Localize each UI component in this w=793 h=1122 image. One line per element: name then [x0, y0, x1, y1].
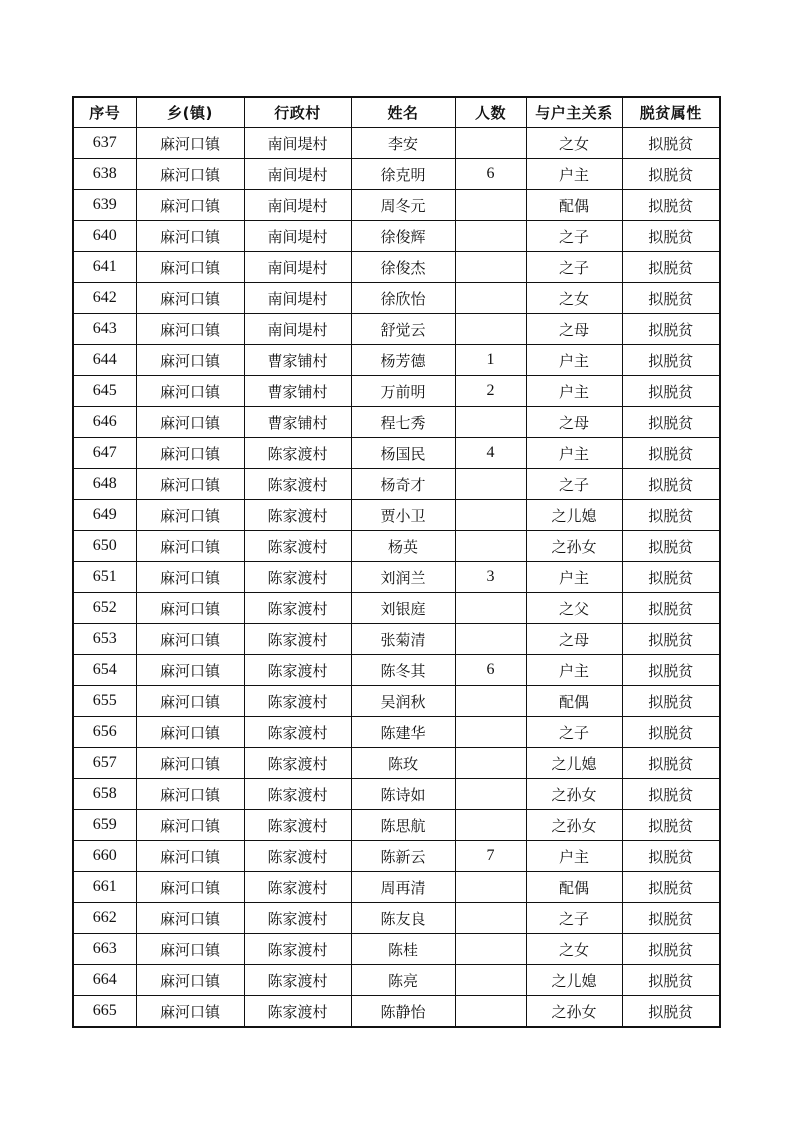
table-row [73, 593, 720, 624]
township-cell: 麻河口镇 [136, 810, 244, 841]
village-cell: 南间堤村 [244, 314, 351, 345]
table-row [73, 407, 720, 438]
relation-cell: 户主 [526, 159, 622, 190]
relation-cell: 之父 [526, 593, 622, 624]
table-row [73, 748, 720, 779]
header-village: 行政村 [244, 97, 351, 128]
township-cell: 麻河口镇 [136, 624, 244, 655]
relation-cell: 之女 [526, 934, 622, 965]
household-size-cell [455, 283, 526, 314]
relation-cell: 配偶 [526, 190, 622, 221]
village-cell: 陈家渡村 [244, 779, 351, 810]
poverty-status-cell: 拟脱贫 [622, 500, 720, 531]
poverty-status-cell: 拟脱贫 [622, 438, 720, 469]
serial-number-cell: 641 [73, 252, 136, 283]
relation-cell: 之子 [526, 252, 622, 283]
relation-cell: 户主 [526, 345, 622, 376]
poverty-status-cell: 拟脱贫 [622, 376, 720, 407]
relation-cell: 之女 [526, 283, 622, 314]
household-size-cell [455, 252, 526, 283]
name-cell: 陈诗如 [351, 779, 455, 810]
poverty-status-cell: 拟脱贫 [622, 252, 720, 283]
table-row [73, 159, 720, 190]
relation-cell: 之孙女 [526, 779, 622, 810]
serial-number-cell: 652 [73, 593, 136, 624]
township-cell: 麻河口镇 [136, 252, 244, 283]
serial-number-cell: 642 [73, 283, 136, 314]
serial-number-cell: 663 [73, 934, 136, 965]
household-size-cell [455, 686, 526, 717]
table-row [73, 345, 720, 376]
poverty-status-cell: 拟脱贫 [622, 221, 720, 252]
village-cell: 陈家渡村 [244, 655, 351, 686]
household-size-cell [455, 469, 526, 500]
household-size-cell: 6 [455, 159, 526, 190]
table-row [73, 903, 720, 934]
poverty-status-cell: 拟脱贫 [622, 190, 720, 221]
serial-number-cell: 657 [73, 748, 136, 779]
name-cell: 杨英 [351, 531, 455, 562]
relation-cell: 之孙女 [526, 996, 622, 1028]
township-cell: 麻河口镇 [136, 469, 244, 500]
relation-cell: 之子 [526, 221, 622, 252]
township-cell: 麻河口镇 [136, 779, 244, 810]
name-cell: 徐俊杰 [351, 252, 455, 283]
name-cell: 刘润兰 [351, 562, 455, 593]
household-size-cell [455, 500, 526, 531]
name-cell: 陈友良 [351, 903, 455, 934]
township-cell: 麻河口镇 [136, 872, 244, 903]
poverty-status-cell: 拟脱贫 [622, 159, 720, 190]
poverty-status-cell: 拟脱贫 [622, 531, 720, 562]
serial-number-cell: 644 [73, 345, 136, 376]
household-size-cell: 3 [455, 562, 526, 593]
household-size-cell [455, 407, 526, 438]
poverty-status-cell: 拟脱贫 [622, 407, 720, 438]
relation-cell: 之子 [526, 717, 622, 748]
township-cell: 麻河口镇 [136, 376, 244, 407]
serial-number-cell: 640 [73, 221, 136, 252]
table-row [73, 965, 720, 996]
table-row [73, 283, 720, 314]
table-row [73, 686, 720, 717]
village-cell: 南间堤村 [244, 128, 351, 159]
village-cell: 南间堤村 [244, 190, 351, 221]
table-row [73, 128, 720, 159]
village-cell: 陈家渡村 [244, 438, 351, 469]
relation-cell: 之儿媳 [526, 748, 622, 779]
household-size-cell [455, 624, 526, 655]
name-cell: 徐俊辉 [351, 221, 455, 252]
name-cell: 徐欣怡 [351, 283, 455, 314]
name-cell: 程七秀 [351, 407, 455, 438]
name-cell: 张菊清 [351, 624, 455, 655]
serial-number-cell: 665 [73, 996, 136, 1028]
relation-cell: 户主 [526, 438, 622, 469]
table-row [73, 810, 720, 841]
household-size-cell [455, 903, 526, 934]
table-row [73, 314, 720, 345]
township-cell: 麻河口镇 [136, 903, 244, 934]
table-row [73, 190, 720, 221]
village-cell: 曹家铺村 [244, 345, 351, 376]
township-cell: 麻河口镇 [136, 593, 244, 624]
township-cell: 麻河口镇 [136, 190, 244, 221]
relation-cell: 之子 [526, 903, 622, 934]
table-row [73, 438, 720, 469]
table-row [73, 562, 720, 593]
name-cell: 刘银庭 [351, 593, 455, 624]
serial-number-cell: 659 [73, 810, 136, 841]
name-cell: 陈建华 [351, 717, 455, 748]
relation-cell: 之母 [526, 407, 622, 438]
name-cell: 陈新云 [351, 841, 455, 872]
table-row [73, 252, 720, 283]
household-size-cell [455, 128, 526, 159]
poverty-status-cell: 拟脱贫 [622, 810, 720, 841]
township-cell: 麻河口镇 [136, 965, 244, 996]
household-size-cell [455, 779, 526, 810]
serial-number-cell: 653 [73, 624, 136, 655]
poverty-status-cell: 拟脱贫 [622, 841, 720, 872]
relation-cell: 户主 [526, 376, 622, 407]
table-row [73, 779, 720, 810]
table-row [73, 531, 720, 562]
village-cell: 陈家渡村 [244, 810, 351, 841]
township-cell: 麻河口镇 [136, 159, 244, 190]
village-cell: 南间堤村 [244, 252, 351, 283]
township-cell: 麻河口镇 [136, 841, 244, 872]
household-size-cell [455, 996, 526, 1028]
household-size-cell [455, 221, 526, 252]
name-cell: 陈亮 [351, 965, 455, 996]
household-size-cell: 2 [455, 376, 526, 407]
table-row [73, 624, 720, 655]
township-cell: 麻河口镇 [136, 996, 244, 1028]
serial-number-cell: 656 [73, 717, 136, 748]
name-cell: 陈静怡 [351, 996, 455, 1028]
poverty-status-cell: 拟脱贫 [622, 748, 720, 779]
poverty-status-cell: 拟脱贫 [622, 345, 720, 376]
poverty-status-cell: 拟脱贫 [622, 996, 720, 1028]
name-cell: 舒觉云 [351, 314, 455, 345]
header-poverty-status: 脱贫属性 [622, 97, 720, 128]
table-row [73, 717, 720, 748]
table-row [73, 376, 720, 407]
household-size-cell: 1 [455, 345, 526, 376]
name-cell: 万前明 [351, 376, 455, 407]
village-cell: 陈家渡村 [244, 531, 351, 562]
poverty-status-cell: 拟脱贫 [622, 283, 720, 314]
name-cell: 杨国民 [351, 438, 455, 469]
poverty-status-cell: 拟脱贫 [622, 314, 720, 345]
serial-number-cell: 660 [73, 841, 136, 872]
name-cell: 陈思航 [351, 810, 455, 841]
household-size-cell: 6 [455, 655, 526, 686]
relation-cell: 之母 [526, 314, 622, 345]
poverty-status-cell: 拟脱贫 [622, 934, 720, 965]
village-cell: 陈家渡村 [244, 903, 351, 934]
poverty-status-cell: 拟脱贫 [622, 717, 720, 748]
name-cell: 陈桂 [351, 934, 455, 965]
header-name: 姓名 [351, 97, 455, 128]
serial-number-cell: 645 [73, 376, 136, 407]
poverty-status-cell: 拟脱贫 [622, 624, 720, 655]
village-cell: 陈家渡村 [244, 965, 351, 996]
village-cell: 曹家铺村 [244, 407, 351, 438]
village-cell: 陈家渡村 [244, 717, 351, 748]
village-cell: 陈家渡村 [244, 996, 351, 1028]
relation-cell: 之孙女 [526, 531, 622, 562]
name-cell: 吴润秋 [351, 686, 455, 717]
table-header-row [73, 97, 720, 128]
table-row [73, 500, 720, 531]
relation-cell: 户主 [526, 841, 622, 872]
relation-cell: 配偶 [526, 872, 622, 903]
table-row [73, 469, 720, 500]
poverty-status-cell: 拟脱贫 [622, 872, 720, 903]
serial-number-cell: 664 [73, 965, 136, 996]
village-cell: 陈家渡村 [244, 624, 351, 655]
table-row [73, 841, 720, 872]
table-row [73, 934, 720, 965]
relation-cell: 之儿媳 [526, 965, 622, 996]
relation-cell: 之儿媳 [526, 500, 622, 531]
relation-cell: 之女 [526, 128, 622, 159]
poverty-status-cell: 拟脱贫 [622, 903, 720, 934]
household-size-cell [455, 934, 526, 965]
poverty-status-cell: 拟脱贫 [622, 562, 720, 593]
township-cell: 麻河口镇 [136, 562, 244, 593]
township-cell: 麻河口镇 [136, 655, 244, 686]
serial-number-cell: 649 [73, 500, 136, 531]
household-size-cell: 4 [455, 438, 526, 469]
relation-cell: 户主 [526, 562, 622, 593]
township-cell: 麻河口镇 [136, 686, 244, 717]
township-cell: 麻河口镇 [136, 438, 244, 469]
name-cell: 贾小卫 [351, 500, 455, 531]
name-cell: 周冬元 [351, 190, 455, 221]
household-size-cell: 7 [455, 841, 526, 872]
serial-number-cell: 658 [73, 779, 136, 810]
township-cell: 麻河口镇 [136, 221, 244, 252]
village-cell: 陈家渡村 [244, 686, 351, 717]
village-cell: 南间堤村 [244, 283, 351, 314]
table-row [73, 872, 720, 903]
name-cell: 徐克明 [351, 159, 455, 190]
township-cell: 麻河口镇 [136, 500, 244, 531]
household-size-cell [455, 810, 526, 841]
village-cell: 曹家铺村 [244, 376, 351, 407]
serial-number-cell: 638 [73, 159, 136, 190]
household-size-cell [455, 965, 526, 996]
household-size-cell [455, 593, 526, 624]
table-row [73, 996, 720, 1028]
village-cell: 陈家渡村 [244, 593, 351, 624]
village-cell: 陈家渡村 [244, 934, 351, 965]
village-cell: 陈家渡村 [244, 469, 351, 500]
village-cell: 陈家渡村 [244, 748, 351, 779]
relation-cell: 之母 [526, 624, 622, 655]
household-size-cell [455, 190, 526, 221]
relation-cell: 户主 [526, 655, 622, 686]
header-relation-to-head: 与户主关系 [526, 97, 622, 128]
serial-number-cell: 662 [73, 903, 136, 934]
serial-number-cell: 651 [73, 562, 136, 593]
poverty-status-cell: 拟脱贫 [622, 469, 720, 500]
township-cell: 麻河口镇 [136, 128, 244, 159]
household-size-cell [455, 748, 526, 779]
header-township: 乡(镇) [136, 97, 244, 128]
table-row [73, 655, 720, 686]
header-household-size: 人数 [455, 97, 526, 128]
poverty-status-cell: 拟脱贫 [622, 779, 720, 810]
poverty-status-cell: 拟脱贫 [622, 655, 720, 686]
serial-number-cell: 647 [73, 438, 136, 469]
table-row [73, 221, 720, 252]
name-cell: 陈冬其 [351, 655, 455, 686]
name-cell: 杨奇才 [351, 469, 455, 500]
household-size-cell [455, 314, 526, 345]
village-cell: 陈家渡村 [244, 500, 351, 531]
table-body [73, 128, 720, 1028]
serial-number-cell: 646 [73, 407, 136, 438]
relation-cell: 配偶 [526, 686, 622, 717]
poverty-status-cell: 拟脱贫 [622, 593, 720, 624]
village-cell: 南间堤村 [244, 159, 351, 190]
name-cell: 李安 [351, 128, 455, 159]
name-cell: 杨芳德 [351, 345, 455, 376]
serial-number-cell: 639 [73, 190, 136, 221]
roster-table [72, 96, 721, 1028]
township-cell: 麻河口镇 [136, 717, 244, 748]
serial-number-cell: 643 [73, 314, 136, 345]
serial-number-cell: 661 [73, 872, 136, 903]
name-cell: 周再清 [351, 872, 455, 903]
township-cell: 麻河口镇 [136, 748, 244, 779]
poverty-status-cell: 拟脱贫 [622, 128, 720, 159]
household-size-cell [455, 717, 526, 748]
township-cell: 麻河口镇 [136, 934, 244, 965]
township-cell: 麻河口镇 [136, 407, 244, 438]
relation-cell: 之孙女 [526, 810, 622, 841]
village-cell: 陈家渡村 [244, 872, 351, 903]
village-cell: 南间堤村 [244, 221, 351, 252]
poverty-status-cell: 拟脱贫 [622, 965, 720, 996]
name-cell: 陈玫 [351, 748, 455, 779]
village-cell: 陈家渡村 [244, 562, 351, 593]
serial-number-cell: 637 [73, 128, 136, 159]
serial-number-cell: 650 [73, 531, 136, 562]
township-cell: 麻河口镇 [136, 531, 244, 562]
household-size-cell [455, 531, 526, 562]
household-size-cell [455, 872, 526, 903]
township-cell: 麻河口镇 [136, 345, 244, 376]
header-serial-number: 序号 [73, 97, 136, 128]
township-cell: 麻河口镇 [136, 283, 244, 314]
serial-number-cell: 654 [73, 655, 136, 686]
poverty-status-cell: 拟脱贫 [622, 686, 720, 717]
serial-number-cell: 655 [73, 686, 136, 717]
serial-number-cell: 648 [73, 469, 136, 500]
township-cell: 麻河口镇 [136, 314, 244, 345]
village-cell: 陈家渡村 [244, 841, 351, 872]
relation-cell: 之子 [526, 469, 622, 500]
